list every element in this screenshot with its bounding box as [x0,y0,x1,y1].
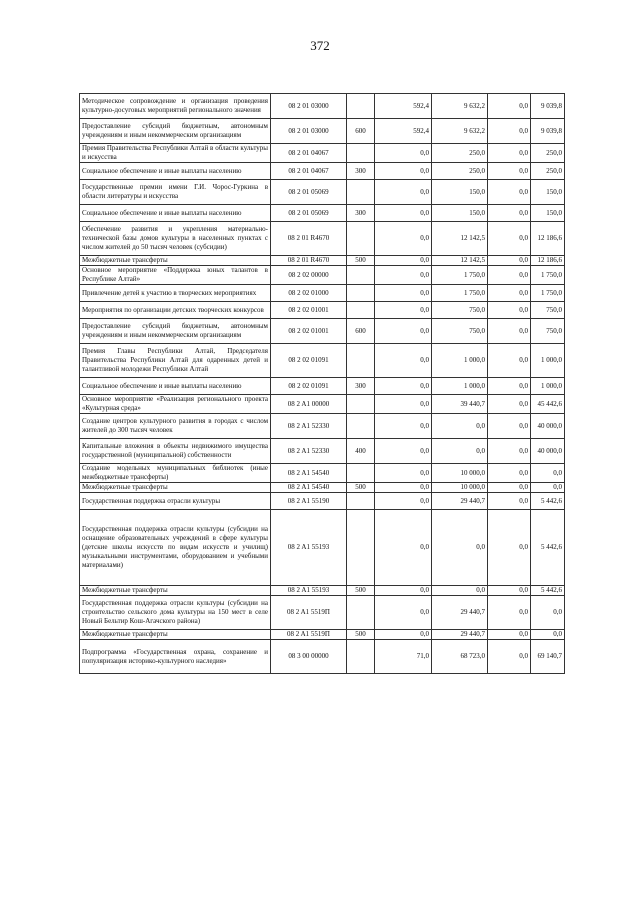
row-amount-2: 12 142,5 [432,222,488,256]
row-amount-1: 0,0 [375,256,432,266]
row-code: 08 2 02 00000 [271,266,347,285]
row-amount-4: 250,0 [531,163,565,180]
row-amount-3: 0,0 [488,378,531,395]
row-amount-2: 750,0 [432,319,488,344]
row-amount-4: 0,0 [531,596,565,630]
row-expense-type [347,302,375,319]
row-amount-3: 0,0 [488,163,531,180]
row-code: 08 2 01 04067 [271,144,347,163]
page-number: 372 [310,38,330,53]
row-expense-type [347,344,375,378]
row-amount-3: 0,0 [488,256,531,266]
table-row [80,144,565,163]
row-name: Предоставление субсидий бюджетным, автономным учреждениям и иным некоммерческим организациям [80,119,271,144]
row-amount-4: 150,0 [531,205,565,222]
row-code: 08 2 02 01001 [271,319,347,344]
row-amount-4: 5 442,6 [531,586,565,596]
row-name: Премия Правительства Республики Алтай в области культуры и искусства [80,144,271,163]
row-amount-4: 9 039,8 [531,119,565,144]
row-amount-4: 0,0 [531,630,565,640]
row-amount-3: 0,0 [488,493,531,510]
row-amount-1: 0,0 [375,163,432,180]
row-amount-3: 0,0 [488,439,531,464]
table-row [80,285,565,302]
row-amount-1: 0,0 [375,493,432,510]
table-row [80,119,565,144]
row-amount-4: 45 442,6 [531,395,565,414]
row-amount-1: 0,0 [375,510,432,586]
table-row [80,483,565,493]
row-expense-type [347,266,375,285]
row-amount-2: 10 000,0 [432,483,488,493]
row-amount-4: 40 000,0 [531,439,565,464]
row-expense-type [347,180,375,205]
row-amount-2: 1 750,0 [432,285,488,302]
table-row [80,163,565,180]
row-expense-type [347,414,375,439]
row-name: Основное мероприятие «Реализация регионального проекта «Культурная среда» [80,395,271,414]
row-code: 08 2 01 03000 [271,94,347,119]
row-amount-1: 0,0 [375,180,432,205]
row-amount-2: 150,0 [432,180,488,205]
row-amount-3: 0,0 [488,483,531,493]
row-amount-2: 10 000,0 [432,464,488,483]
row-amount-3: 0,0 [488,464,531,483]
row-amount-4: 250,0 [531,144,565,163]
table-row [80,395,565,414]
row-amount-1: 0,0 [375,205,432,222]
row-code: 08 2 02 01000 [271,285,347,302]
row-name: Мероприятия по организации детских творческих конкурсов [80,302,271,319]
row-amount-4: 750,0 [531,302,565,319]
row-code: 08 2 A1 54540 [271,464,347,483]
row-expense-type: 300 [347,378,375,395]
row-amount-4: 9 039,8 [531,94,565,119]
row-code: 08 2 A1 55193 [271,586,347,596]
row-expense-type [347,640,375,674]
row-amount-2: 750,0 [432,302,488,319]
row-amount-2: 250,0 [432,144,488,163]
row-name: Основное мероприятие «Поддержка юных талантов в Республике Алтай» [80,266,271,285]
row-amount-2: 150,0 [432,205,488,222]
row-amount-1: 0,0 [375,319,432,344]
table-row [80,414,565,439]
row-amount-3: 0,0 [488,266,531,285]
row-amount-1: 0,0 [375,144,432,163]
row-amount-2: 0,0 [432,414,488,439]
row-amount-2: 68 723,0 [432,640,488,674]
row-code: 08 2 01 R4670 [271,256,347,266]
row-amount-2: 0,0 [432,439,488,464]
row-amount-2: 9 632,2 [432,119,488,144]
row-amount-1: 0,0 [375,596,432,630]
table-row [80,319,565,344]
table-row [80,630,565,640]
table-row [80,205,565,222]
row-amount-2: 29 440,7 [432,493,488,510]
row-name: Межбюджетные трансферты [80,256,271,266]
row-expense-type: 600 [347,119,375,144]
row-amount-3: 0,0 [488,285,531,302]
row-name: Социальное обеспечение и иные выплаты населению [80,163,271,180]
table-row [80,222,565,256]
row-amount-1: 592,4 [375,94,432,119]
row-expense-type: 300 [347,205,375,222]
row-amount-1: 0,0 [375,266,432,285]
row-amount-1: 0,0 [375,414,432,439]
row-amount-3: 0,0 [488,119,531,144]
row-name: Методическое сопровождение и организация проведения культурно-досуговых мероприятий регионального значения [80,94,271,119]
row-amount-3: 0,0 [488,586,531,596]
row-amount-2: 1 000,0 [432,378,488,395]
row-expense-type: 500 [347,256,375,266]
row-amount-1: 592,4 [375,119,432,144]
row-name: Государственные премии имени Г.И. Чорос-Гуркина в области литературы и искусства [80,180,271,205]
row-amount-2: 250,0 [432,163,488,180]
row-amount-4: 12 186,6 [531,256,565,266]
row-amount-1: 0,0 [375,483,432,493]
row-expense-type [347,144,375,163]
row-amount-2: 1 750,0 [432,266,488,285]
row-amount-3: 0,0 [488,395,531,414]
row-amount-1: 71,0 [375,640,432,674]
row-amount-4: 40 000,0 [531,414,565,439]
row-name: Государственная поддержка отрасли культуры (субсидии на строительство сельского дома культуры на 150 мест в селе Новый Бельтир Кош-Агачского района) [80,596,271,630]
row-amount-1: 0,0 [375,395,432,414]
table-row [80,493,565,510]
table-row [80,266,565,285]
row-amount-3: 0,0 [488,596,531,630]
row-name: Создание центров культурного развития в городах с числом жителей до 300 тысяч человек [80,414,271,439]
row-amount-3: 0,0 [488,510,531,586]
row-amount-2: 1 000,0 [432,344,488,378]
row-expense-type [347,510,375,586]
row-code: 08 2 A1 00000 [271,395,347,414]
row-name: Государственная поддержка отрасли культуры (субсидии на оснащение образовательных учреждений в сфере культуры (детские школы искусств по видам искусств и училищ) музыкальными инструментами, оборудованием и учебными материалами) [80,510,271,586]
table-row [80,180,565,205]
row-expense-type [347,464,375,483]
row-amount-2: 9 632,2 [432,94,488,119]
table-row [80,510,565,586]
row-expense-type [347,395,375,414]
row-code: 08 2 A1 52330 [271,439,347,464]
row-code: 08 2 02 01001 [271,302,347,319]
row-amount-3: 0,0 [488,414,531,439]
row-code: 08 2 A1 52330 [271,414,347,439]
row-amount-2: 39 440,7 [432,395,488,414]
row-expense-type [347,285,375,302]
row-name: Подпрограмма «Государственная охрана, сохранение и популяризация историко-культурного наследия» [80,640,271,674]
row-expense-type [347,596,375,630]
row-amount-2: 0,0 [432,510,488,586]
row-name: Социальное обеспечение и иные выплаты населению [80,205,271,222]
row-code: 08 2 A1 55190 [271,493,347,510]
row-amount-4: 1 750,0 [531,285,565,302]
row-amount-4: 5 442,6 [531,493,565,510]
row-code: 08 2 01 05069 [271,180,347,205]
row-name: Межбюджетные трансферты [80,586,271,596]
row-amount-3: 0,0 [488,205,531,222]
row-amount-1: 0,0 [375,439,432,464]
row-name: Обеспечение развития и укрепления материально-технической базы домов культуры в населенных пунктах с числом жителей до 50 тысяч человек (субсидии) [80,222,271,256]
row-code: 08 2 01 05069 [271,205,347,222]
table-row [80,378,565,395]
row-amount-4: 69 140,7 [531,640,565,674]
row-code: 08 2 01 03000 [271,119,347,144]
row-amount-3: 0,0 [488,94,531,119]
row-expense-type: 500 [347,630,375,640]
row-amount-4: 0,0 [531,483,565,493]
row-name: Межбюджетные трансферты [80,630,271,640]
row-amount-2: 0,0 [432,586,488,596]
table-row [80,94,565,119]
row-amount-3: 0,0 [488,302,531,319]
table-row [80,256,565,266]
row-amount-1: 0,0 [375,344,432,378]
row-amount-4: 750,0 [531,319,565,344]
table-row [80,464,565,483]
row-expense-type: 500 [347,483,375,493]
row-amount-1: 0,0 [375,222,432,256]
row-amount-1: 0,0 [375,378,432,395]
row-amount-3: 0,0 [488,344,531,378]
table-row [80,439,565,464]
row-name: Социальное обеспечение и иные выплаты населению [80,378,271,395]
row-code: 08 2 A1 54540 [271,483,347,493]
row-expense-type [347,493,375,510]
row-name: Предоставление субсидий бюджетным, автономным учреждениям и иным некоммерческим организациям [80,319,271,344]
row-code: 08 2 01 04067 [271,163,347,180]
row-amount-3: 0,0 [488,144,531,163]
table-row [80,596,565,630]
table-row [80,640,565,674]
row-expense-type [347,222,375,256]
row-name: Создание модельных муниципальных библиотек (иные межбюджетные трансферты) [80,464,271,483]
row-amount-1: 0,0 [375,285,432,302]
row-amount-4: 12 186,6 [531,222,565,256]
row-expense-type: 300 [347,163,375,180]
budget-table [79,93,565,674]
row-amount-3: 0,0 [488,222,531,256]
row-amount-1: 0,0 [375,302,432,319]
row-name: Привлечение детей к участию в творческих мероприятиях [80,285,271,302]
row-expense-type [347,94,375,119]
row-code: 08 2 02 01091 [271,344,347,378]
row-code: 08 2 02 01091 [271,378,347,395]
row-code: 08 2 A1 55193 [271,510,347,586]
row-code: 08 2 01 R4670 [271,222,347,256]
row-amount-3: 0,0 [488,630,531,640]
table-row [80,586,565,596]
row-amount-4: 150,0 [531,180,565,205]
row-amount-3: 0,0 [488,640,531,674]
row-expense-type: 400 [347,439,375,464]
row-amount-3: 0,0 [488,319,531,344]
row-name: Межбюджетные трансферты [80,483,271,493]
budget-table-body [80,94,565,674]
row-expense-type: 500 [347,586,375,596]
row-expense-type: 600 [347,319,375,344]
row-code: 08 2 A1 5519П [271,596,347,630]
row-code: 08 3 00 00000 [271,640,347,674]
row-amount-4: 1 000,0 [531,378,565,395]
row-name: Государственная поддержка отрасли культуры [80,493,271,510]
row-amount-1: 0,0 [375,630,432,640]
row-code: 08 2 A1 5519П [271,630,347,640]
row-amount-2: 29 440,7 [432,630,488,640]
row-amount-1: 0,0 [375,464,432,483]
row-amount-4: 1 000,0 [531,344,565,378]
row-name: Капитальные вложения в объекты недвижимого имущества государственной (муниципальной) собственности [80,439,271,464]
row-amount-4: 1 750,0 [531,266,565,285]
row-amount-2: 29 440,7 [432,596,488,630]
row-amount-4: 0,0 [531,464,565,483]
table-row [80,302,565,319]
row-amount-4: 5 442,6 [531,510,565,586]
row-name: Премия Главы Республики Алтай, Председателя Правительства Республики Алтай для одаренных детей и талантливой молодежи Республики Алтай [80,344,271,378]
table-row [80,344,565,378]
row-amount-3: 0,0 [488,180,531,205]
row-amount-2: 12 142,5 [432,256,488,266]
row-amount-1: 0,0 [375,586,432,596]
